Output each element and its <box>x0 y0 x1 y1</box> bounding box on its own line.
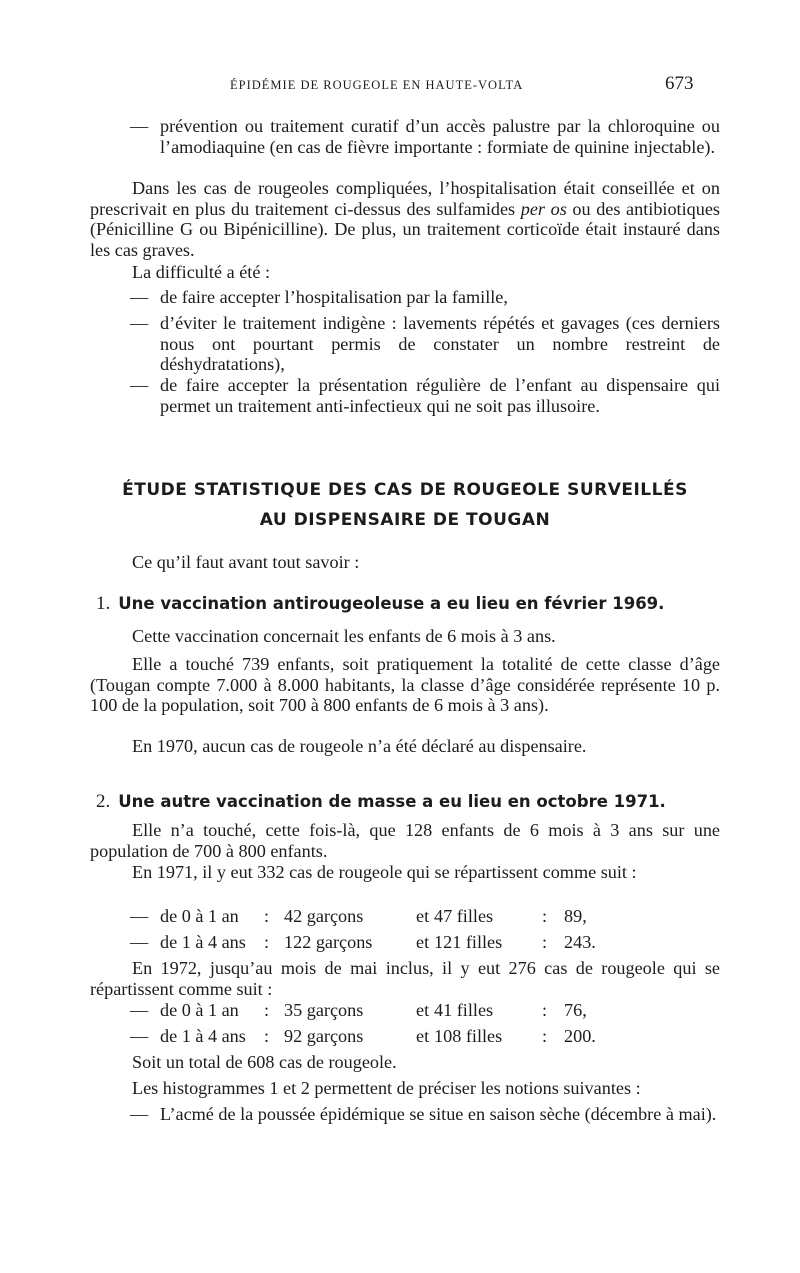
difficulty-text: de faire accepter l’hospitalisation par la famille, <box>160 287 508 307</box>
boys-count: 122 garçons <box>284 932 373 952</box>
girls-count: 41 filles <box>434 1000 494 1020</box>
heading-text: Une autre vaccination de masse a eu lieu en octobre 1971. <box>118 792 666 811</box>
page-number: 673 <box>665 73 694 94</box>
bullet-prevention <box>130 116 720 157</box>
breakdown-row-1972-1-4 <box>130 1026 596 1047</box>
age-range: de 1 à 4 ans <box>160 1026 246 1046</box>
paragraph-complicated-measles <box>90 178 720 260</box>
dash-mark: — <box>130 1026 149 1046</box>
conjunction: et <box>416 1000 430 1020</box>
conjunction: et <box>416 1026 430 1046</box>
section-title-line-2: AU DISPENSAIRE DE TOUGAN <box>259 510 551 530</box>
difficulty-item-3 <box>130 375 720 416</box>
total-count: 243. <box>564 932 596 952</box>
boys-count: 35 garçons <box>284 1000 364 1020</box>
latin-term: per os <box>520 198 567 219</box>
colon: : <box>264 906 270 926</box>
section2-paragraph-2: En 1971, il y eut 332 cas de rougeole qui se répartissent comme suit : <box>132 862 637 882</box>
dash-mark: — <box>130 1000 149 1020</box>
dash-mark: — <box>130 932 149 952</box>
total-line: Soit un total de 608 cas de rougeole. <box>132 1052 397 1072</box>
colon: : <box>264 1000 270 1020</box>
boys-count: 42 garçons <box>284 906 364 926</box>
age-range: de 0 à 1 an <box>160 1000 239 1020</box>
paragraph-text-end: ou des antibiotiques (Pénicilline G ou Bipénicilline). De plus, un traitement corticoïde était instauré dans les cas graves. <box>90 198 720 260</box>
colon: : <box>542 1000 548 1020</box>
intro-line: Ce qu’il faut avant tout savoir : <box>132 552 360 572</box>
dash-mark: — <box>130 116 149 136</box>
heading-text: Une vaccination antirougeoleuse a eu lieu en février 1969. <box>118 594 665 613</box>
conjunction: et <box>416 906 430 926</box>
section-title-line-1: ÉTUDE STATISTIQUE DES CAS DE ROUGEOLE SURVEILLÉS <box>122 480 688 500</box>
difficulty-item-2 <box>130 313 720 375</box>
total-count: 76, <box>564 1000 587 1020</box>
heading-vaccination-1971 <box>96 792 736 813</box>
section1-paragraph-3: En 1970, aucun cas de rougeole n’a été déclaré au dispensaire. <box>132 736 587 756</box>
breakdown-row-1972-0-1 <box>130 1000 587 1021</box>
heading-number: 1. <box>96 593 111 614</box>
dash-mark: — <box>130 375 149 395</box>
breakdown-row-1971-0-1 <box>130 906 587 927</box>
dash-mark: — <box>130 1104 149 1124</box>
heading-number: 2. <box>96 791 111 812</box>
total-count: 89, <box>564 906 587 926</box>
colon: : <box>542 932 548 952</box>
dash-mark: — <box>130 313 149 333</box>
colon: : <box>264 1026 270 1046</box>
section2-paragraph-1: Elle n’a touché, cette fois-là, que 128 enfants de 6 mois à 3 ans sur une population de 700 à 800 enfants. <box>90 820 720 861</box>
total-count: 200. <box>564 1026 596 1046</box>
heading-vaccination-1969 <box>96 594 736 615</box>
section1-paragraph-1: Cette vaccination concernait les enfants de 6 mois à 3 ans. <box>132 626 556 646</box>
colon: : <box>542 906 548 926</box>
section2-paragraph-3: En 1972, jusqu’au mois de mai inclus, il y eut 276 cas de rougeole qui se répartissent comme suit : <box>90 958 720 999</box>
acme-text: L’acmé de la poussée épidémique se situe en saison sèche (décembre à mai). <box>160 1104 717 1124</box>
age-range: de 1 à 4 ans <box>160 932 246 952</box>
colon: : <box>542 1026 548 1046</box>
boys-count: 92 garçons <box>284 1026 364 1046</box>
difficulty-text: d’éviter le traitement indigène : lavements répétés et gavages (ces derniers nous ont pourtant permis de constater un nombre restreint de déshydratations), <box>160 313 720 374</box>
section1-paragraph-2: Elle a touché 739 enfants, soit pratiquement la totalité de cette classe d’âge (Tougan compte 7.000 à 8.000 habitants, la classe d’âge considérée représente 10 p. 100 de la population, soit 700 à 800 enfants de 6 mois à 3 ans). <box>90 654 720 715</box>
breakdown-row-1971-1-4 <box>130 932 596 953</box>
running-header <box>0 73 800 96</box>
dash-mark: — <box>130 287 149 307</box>
girls-count: 108 filles <box>434 1026 503 1046</box>
conjunction: et <box>416 932 430 952</box>
difficulty-item-1 <box>130 287 720 308</box>
dash-mark: — <box>130 906 149 926</box>
colon: : <box>264 932 270 952</box>
acme-item <box>130 1104 720 1125</box>
running-title: ÉPIDÉMIE DE ROUGEOLE EN HAUTE-VOLTA <box>230 78 524 92</box>
paragraph-text: Dans les cas de rougeoles compliquées, l’hospitalisation était conseillée et on prescrivait en plus du traitement ci-dessus des sulfamides <box>90 178 720 219</box>
girls-count: 47 filles <box>434 906 494 926</box>
difficulty-text: de faire accepter la présentation régulière de l’enfant au dispensaire qui permet un traitement anti-infectieux qui ne soit pas illusoire. <box>160 375 720 416</box>
age-range: de 0 à 1 an <box>160 906 239 926</box>
difficulty-intro: La difficulté a été : <box>132 262 271 282</box>
bullet-text: prévention ou traitement curatif d’un accès palustre par la chloroquine ou l’amodiaquine (en cas de fièvre importante : formiate de quinine injectable). <box>160 116 720 157</box>
histograms-line: Les histogrammes 1 et 2 permettent de préciser les notions suivantes : <box>132 1078 641 1098</box>
girls-count: 121 filles <box>434 932 503 952</box>
